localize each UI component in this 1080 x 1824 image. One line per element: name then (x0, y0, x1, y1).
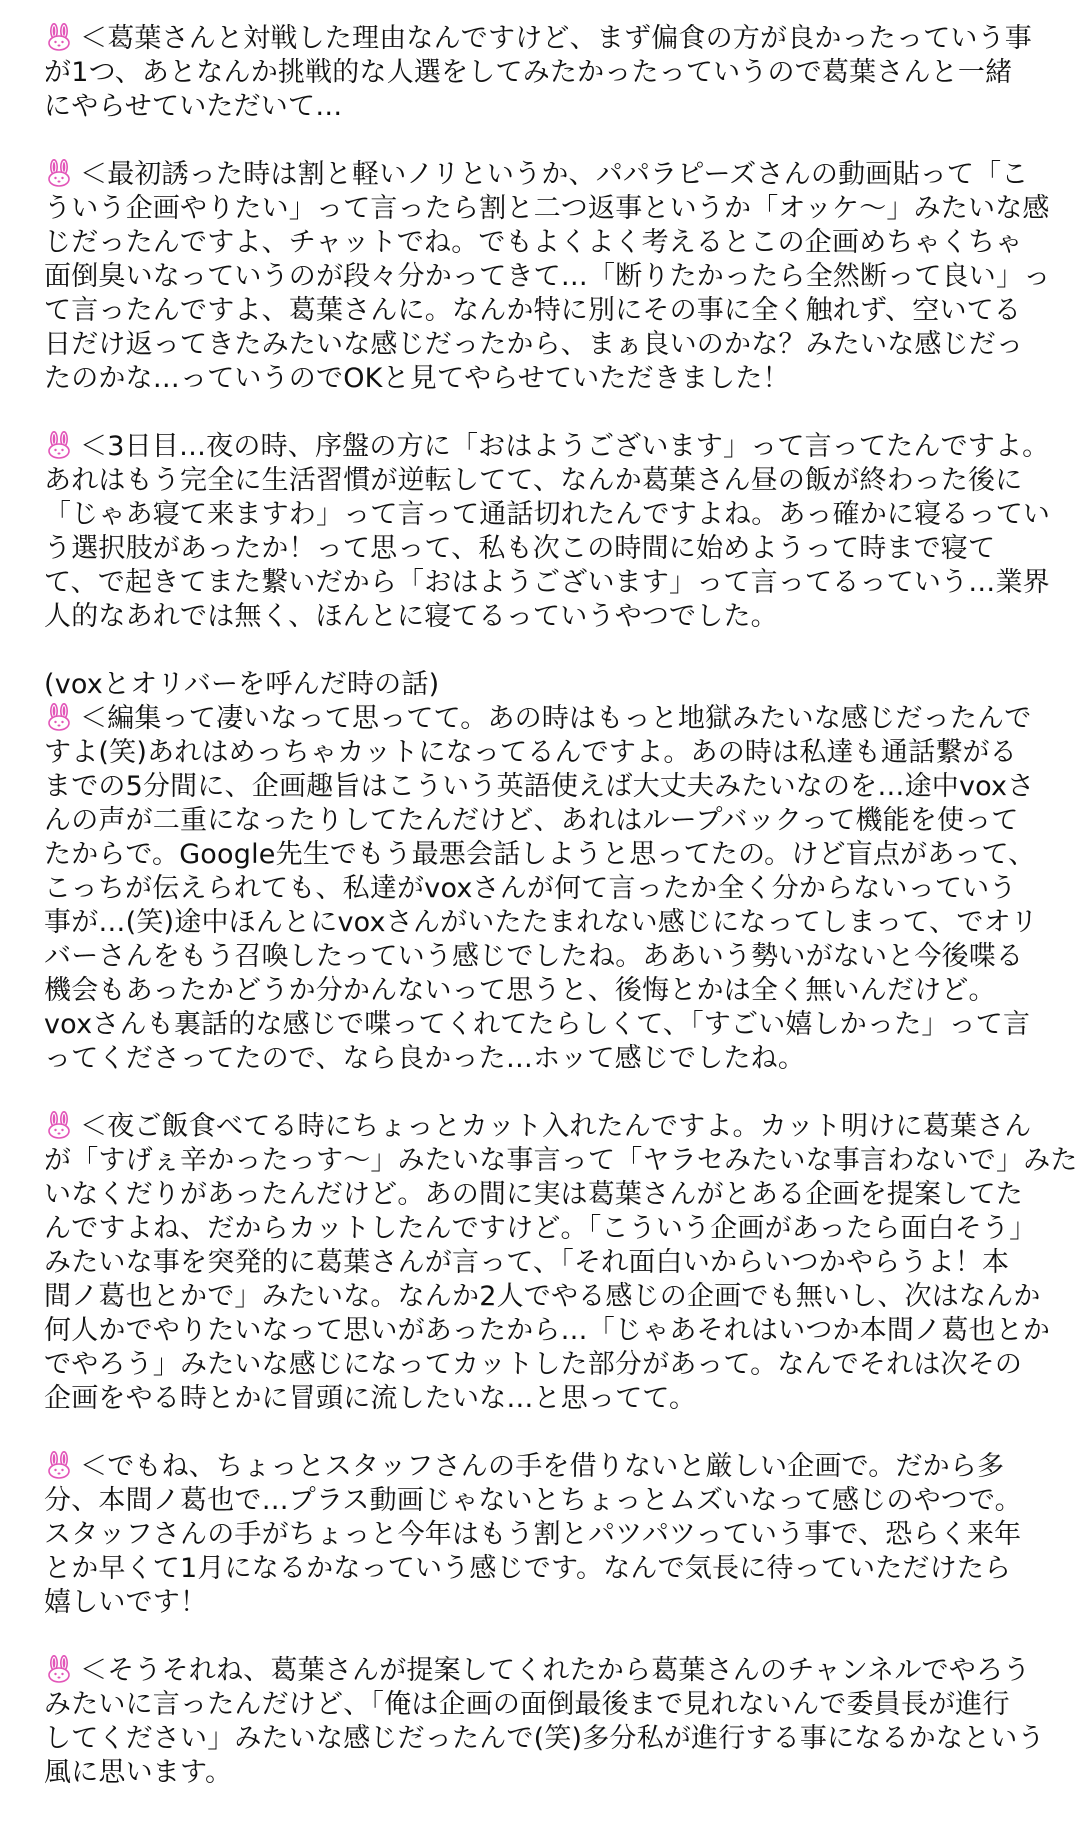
paragraph-line (44, 906, 1054, 940)
line-text: あれはもう完全に生活習慣が逆転してて、なんか葛葉さん昼の飯が終わった後に (44, 465, 1023, 496)
paragraph-line (44, 872, 1054, 906)
paragraph-line (44, 804, 1054, 838)
paragraph-line (44, 1042, 1054, 1076)
line-text: う選択肢があったか！って思って、私も次この時間に始めようって時まで寝て (44, 533, 996, 564)
line-text: たのかな…っていうのでOKと見てやらせていただきました！ (44, 363, 790, 394)
rabbit-face-icon (44, 703, 74, 731)
transcript-paragraph (44, 22, 1054, 124)
paragraph-line (44, 192, 1054, 226)
line-text: スタッフさんの手がちょっと今年はもう割とパツパツっていう事で、恐らく来年 (44, 1519, 1022, 1550)
paragraph-line (44, 1212, 1054, 1246)
paragraph-line (44, 1144, 1078, 1178)
paragraph-line (44, 226, 1054, 260)
line-text: いなくだりがあったんだけど。あの間に実は葛葉さんがとある企画を提案してた (44, 1179, 1023, 1210)
paragraph-line (44, 1348, 1054, 1382)
line-text: んの声が二重になったりしてたんだけど、あれはループバックって機能を使って (44, 805, 1019, 836)
transcript-paragraph (44, 158, 1054, 396)
paragraph-line (44, 736, 1054, 770)
line-text: 人的なあれでは無く、ほんとに寝てるっていうやつでした。 (44, 601, 778, 632)
line-text: バーさんをもう召喚したっていう感じでしたね。ああいう勢いがないと今後喋る (44, 941, 1024, 972)
line-text: こっちが伝えられても、私達がvoxさんが何て言ったか全く分からないっていう (44, 873, 1017, 904)
line-text: て言ったんですよ、葛葉さんに。なんか特に別にその事に全く触れず、空いてる (44, 295, 1022, 326)
paragraph-line (44, 1382, 1054, 1416)
line-text: してください」みたいな感じだったんで(笑)多分私が進行する事になるかなという (44, 1723, 1045, 1754)
rabbit-face-icon (44, 431, 74, 459)
line-text: 何人かでやりたいなって思いがあったから…「じゃあそれはいつか本間ノ葛也とか (44, 1315, 1051, 1346)
paragraph-line (44, 1314, 1054, 1348)
transcript-paragraph (44, 430, 1054, 634)
paragraph-line (44, 1654, 1054, 1688)
line-text: 「じゃあ寝て来ますわ」って言って通話切れたんですよね。あっ確かに寝るってい (44, 499, 1051, 530)
rabbit-face-icon (44, 1451, 74, 1479)
line-text: までの5分間に、企画趣旨はこういう英語使えば大丈夫みたいなのを…途中voxさ (44, 771, 1035, 802)
line-text: とか早くて1月になるかなっていう感じです。なんで気長に待っていただけたら (44, 1553, 1012, 1584)
paragraph-line (44, 430, 1054, 464)
paragraph-line (44, 600, 1054, 634)
paragraph-line (44, 56, 1054, 90)
line-text: すよ(笑)あれはめっちゃカットになってるんですよ。あの時は私達も通話繋がる (44, 737, 1017, 768)
line-text: みたいな事を突発的に葛葉さんが言って、「それ面白いからいつかやらうよ！本 (44, 1247, 1010, 1278)
paragraph-line (44, 1246, 1054, 1280)
line-text: ＜葛葉さんと対戦した理由なんですけど、まず偏食の方が良かったっていう事 (80, 23, 1032, 54)
line-text: ＜そうそれね、葛葉さんが提案してくれたから葛葉さんのチャンネルでやろう (80, 1655, 1031, 1686)
paragraph-line (44, 362, 1054, 396)
line-text: みたいに言ったんだけど、「俺は企画の面倒最後まで見れないんで委員長が進行 (44, 1689, 1010, 1720)
line-text: ＜でもね、ちょっとスタッフさんの手を借りないと厳しい企画で。だから多 (80, 1451, 1005, 1482)
paragraph-line (44, 1756, 1054, 1790)
line-text: ＜最初誘った時は割と軽いノリというか、パパラピーズさんの動画貼って「こ (80, 159, 1029, 190)
paragraph-line (44, 90, 1054, 124)
rabbit-face-icon (44, 159, 74, 187)
transcript-paragraph (44, 668, 1054, 1076)
line-text: ってくださってたので、なら良かった…ホッて感じでしたね。 (44, 1043, 806, 1074)
paragraph-line (44, 1518, 1054, 1552)
paragraph-line (44, 294, 1054, 328)
line-text: たからで。Google先生でもう最悪会話しようと思ってたの。けど盲点があって、 (44, 839, 1036, 870)
paragraph-line (44, 770, 1054, 804)
paragraph-line (44, 838, 1054, 872)
line-text: ＜編集って凄いなって思ってて。あの時はもっと地獄みたいな感じだったんで (80, 703, 1032, 734)
paragraph-line (44, 1552, 1054, 1586)
paragraph-line (44, 464, 1054, 498)
line-text: voxさんも裏話的な感じで喋ってくれてたらしくて、「すごい嬉しかった」って言 (44, 1009, 1031, 1040)
paragraph-line (44, 1280, 1054, 1314)
paragraph-line (44, 498, 1054, 532)
line-text: 分、本間ノ葛也で…プラス動画じゃないとちょっとムズいなって感じのやつで。 (44, 1485, 1022, 1516)
paragraph-line (44, 532, 1054, 566)
paragraph-line (44, 1110, 1054, 1144)
transcript-paragraph (44, 1110, 1078, 1416)
line-text: 日だけ返ってきたみたいな感じだったから、まぁ良いのかな？みたいな感じだっ (44, 329, 1024, 360)
paragraph-line (44, 22, 1054, 56)
line-text: が「すげぇ辛かったっす〜」みたいな事言って「ヤラセみたいな事言わないで」みた (44, 1145, 1078, 1176)
paragraph-line (44, 940, 1054, 974)
line-text: んですよね、だからカットしたんですけど。「こういう企画があったら面白そう」 (44, 1213, 1037, 1244)
line-text: 企画をやる時とかに冒頭に流したいな…と思ってて。 (44, 1383, 697, 1414)
line-text: じだったんですよ、チャットでね。でもよくよく考えるとこの企画めちゃくちゃ (44, 227, 1023, 258)
line-text: 嬉しいです！ (44, 1587, 208, 1618)
paragraph-line (44, 158, 1054, 192)
rabbit-face-icon (44, 1111, 74, 1139)
paragraph-line (44, 1586, 1054, 1620)
paragraph-line (44, 1450, 1054, 1484)
line-text: にやらせていただいて… (44, 91, 343, 122)
line-text: 間ノ葛也とかで」みたいな。なんか2人でやる感じの企画でも無いし、次はなんか (44, 1281, 1041, 1312)
transcript-document (44, 22, 1078, 1824)
line-text: 事が…(笑)途中ほんとにvoxさんがいたたまれない感じになってしまって、でオリ (44, 907, 1038, 938)
line-text: でやろう」みたいな感じになってカットした部分があって。なんでそれは次その (44, 1349, 1023, 1380)
context-note: (voxとオリバーを呼んだ時の話) (44, 669, 440, 700)
rabbit-face-icon (44, 23, 74, 51)
paragraph-line (44, 1688, 1054, 1722)
paragraph-line (44, 1722, 1054, 1756)
line-text: ＜3日目…夜の時、序盤の方に「おはようございます」って言ってたんですよ。 (80, 431, 1050, 462)
paragraph-line (44, 328, 1054, 362)
paragraph-line (44, 1178, 1054, 1212)
line-text: ういう企画やりたい」って言ったら割と二つ返事というか「オッケ〜」みたいな感 (44, 193, 1050, 224)
paragraph-line (44, 702, 1054, 736)
line-text: 面倒臭いなっていうのが段々分かってきて…「断りたかったら全然断って良い」っ (44, 261, 1051, 292)
paragraph-line (44, 1484, 1054, 1518)
paragraph-line (44, 566, 1054, 600)
transcript-paragraph (44, 1450, 1054, 1620)
line-text: て、で起きてまた繋いだから「おはようございます」って言ってるっていう…業界 (44, 567, 1050, 598)
paragraph-line (44, 1008, 1054, 1042)
paragraph-line (44, 974, 1054, 1008)
transcript-paragraph (44, 1654, 1054, 1790)
line-text: が1つ、あとなんか挑戦的な人選をしてみたかったっていうので葛葉さんと一緒 (44, 57, 1013, 88)
line-text: 風に思います。 (44, 1757, 233, 1788)
line-text: 機会もあったかどうか分かんないって思うと、後悔とかは全く無いんだけど。 (44, 975, 996, 1006)
line-text: ＜夜ご飯食べてる時にちょっとカット入れたんですよ。カット明けに葛葉さん (80, 1111, 1032, 1142)
rabbit-face-icon (44, 1655, 74, 1683)
paragraph-line (44, 260, 1054, 294)
